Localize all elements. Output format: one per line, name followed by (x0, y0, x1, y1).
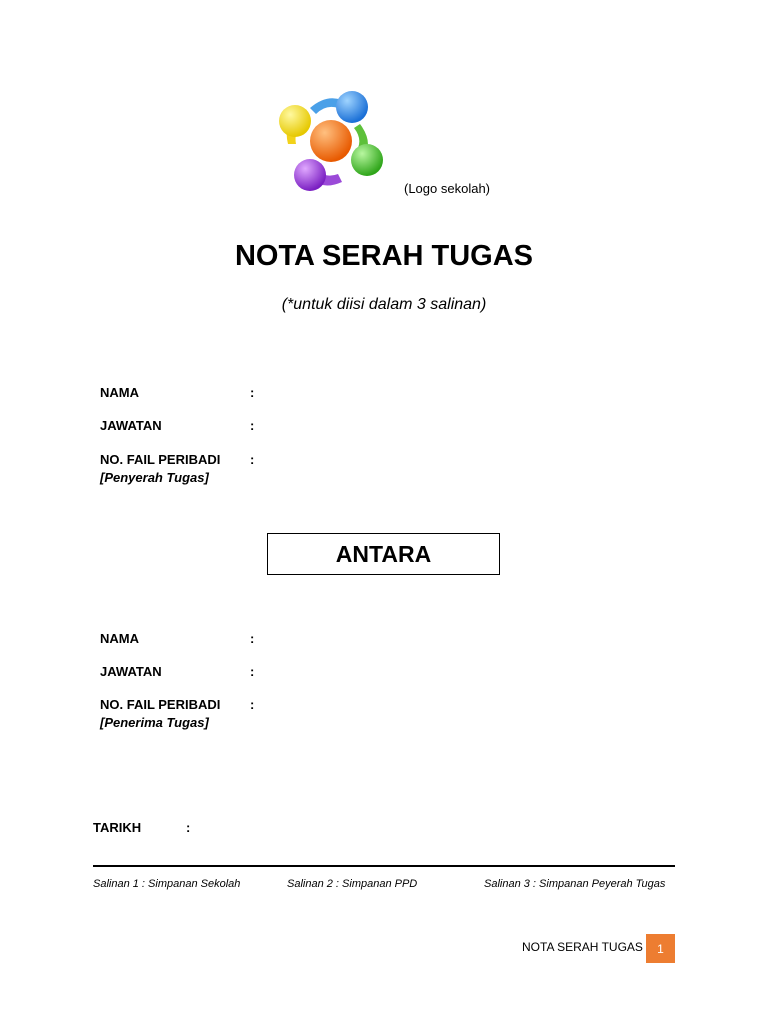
name-field[interactable]: : (250, 631, 255, 646)
position-label: JAWATAN (100, 418, 162, 433)
school-logo-icon (276, 88, 388, 194)
name-label: NAMA (100, 385, 139, 400)
divider (93, 865, 675, 867)
copy-2-note: Salinan 2 : Simpanan PPD (287, 878, 418, 890)
name-label: NAMA (100, 631, 139, 646)
logo-caption: (Logo sekolah) (404, 181, 490, 196)
copy-1-note: Salinan 1 : Simpanan Sekolah (93, 878, 241, 890)
page-subtitle: (*untuk diisi dalam 3 salinan) (281, 296, 487, 313)
role-note: [Penyerah Tugas] (100, 470, 209, 485)
date-label: TARIKH (93, 820, 142, 835)
file-number-field[interactable]: : (250, 452, 255, 467)
footer-title: NOTA SERAH TUGAS (522, 940, 643, 954)
name-field[interactable]: : (250, 385, 255, 400)
file-number-label: NO. FAIL PERIBADI (100, 452, 221, 467)
copy-3-note: Salinan 3 : Simpanan Peyerah Tugas (484, 878, 666, 890)
position-label: JAWATAN (100, 664, 162, 679)
position-field[interactable]: : (250, 418, 255, 433)
file-number-field[interactable]: : (250, 697, 255, 712)
role-note: [Penerima Tugas] (100, 715, 209, 730)
file-number-label: NO. FAIL PERIBADI (100, 697, 221, 712)
antara-heading: ANTARA (267, 533, 500, 575)
position-field[interactable]: : (250, 664, 255, 679)
page-title: NOTA SERAH TUGAS (234, 240, 534, 272)
date-field[interactable]: : (186, 820, 191, 835)
page-number: 1 (646, 934, 675, 963)
